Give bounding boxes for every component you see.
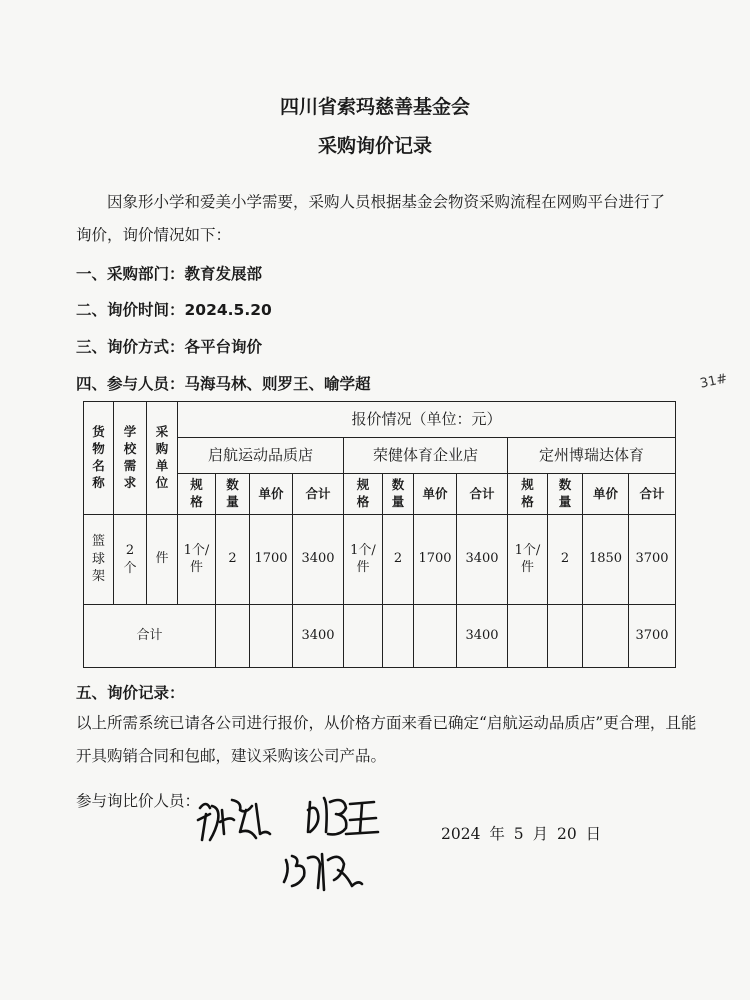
cell-goods: 篮球架 xyxy=(84,515,114,605)
header-quote-status: 报价情况（单位：元） xyxy=(178,402,676,438)
cell-need: 2个 xyxy=(114,515,147,605)
header-purchase-unit: 采购单位 xyxy=(147,402,178,515)
participants-label: 参与询比价人员： xyxy=(76,792,201,810)
item-inquiry-method: 三、询价方式：各平台询价 xyxy=(76,338,263,356)
cell-qty: 2 xyxy=(383,515,414,605)
supplier-name: 启航运动品质店 xyxy=(178,438,344,474)
signature-date: 2024 年 5 月 20 日 xyxy=(441,825,602,843)
subheader-total: 合计 xyxy=(457,474,508,515)
organization-title: 四川省索玛慈善基金会 xyxy=(279,96,470,118)
subheader-spec: 规格 xyxy=(178,474,216,515)
subheader-qty: 数量 xyxy=(383,474,414,515)
section5-heading: 五、询价记录： xyxy=(76,684,185,702)
cell-spec: 1个/件 xyxy=(344,515,383,605)
supplier-name: 定州博瑞达体育 xyxy=(508,438,676,474)
sum-label: 合计 xyxy=(84,605,216,668)
cell-price: 1850 xyxy=(583,515,629,605)
header-goods-name: 货物名称 xyxy=(84,402,114,515)
subheader-qty: 数量 xyxy=(548,474,583,515)
cell-spec: 1个/件 xyxy=(508,515,548,605)
header-school-need: 学校需求 xyxy=(114,402,147,515)
cell-qty: 2 xyxy=(216,515,250,605)
cell-qty: 2 xyxy=(548,515,583,605)
cell-unit: 件 xyxy=(147,515,178,605)
cell-total: 3700 xyxy=(629,515,676,605)
item-department: 一、采购部门：教育发展部 xyxy=(76,265,263,283)
sum-value: 3400 xyxy=(457,605,508,668)
subheader-price: 单价 xyxy=(250,474,293,515)
record-paragraph: 以上所需系统已请各公司进行报价，从价格方面来看已确定“启航运动品质店”更合理，且能开具购销合同和包邮，建议采购该公司产品。 xyxy=(76,714,697,765)
document-title: 采购询价记录 xyxy=(317,135,432,157)
supplier-name: 荣健体育企业店 xyxy=(344,438,508,474)
intro-paragraph: 因象形小学和爱美小学需要，采购人员根据基金会物资采购流程在网购平台进行了询价，询价情况如下： xyxy=(76,193,666,244)
subheader-spec: 规格 xyxy=(344,474,383,515)
item-participants: 四、参与人员：马海马林、则罗王、喻学超 xyxy=(76,375,371,393)
cell-spec: 1个/件 xyxy=(178,515,216,605)
quotation-table xyxy=(83,401,676,668)
cell-price: 1700 xyxy=(414,515,457,605)
subheader-total: 合计 xyxy=(293,474,344,515)
cell-total: 3400 xyxy=(457,515,508,605)
item-inquiry-time: 二、询价时间：2024.5.20 xyxy=(76,301,272,319)
sum-value: 3700 xyxy=(629,605,676,668)
sum-value: 3400 xyxy=(293,605,344,668)
subheader-price: 单价 xyxy=(414,474,457,515)
subheader-spec: 规格 xyxy=(508,474,548,515)
cell-total: 3400 xyxy=(293,515,344,605)
subheader-qty: 数量 xyxy=(216,474,250,515)
handwritten-margin-note: 31# xyxy=(698,371,729,392)
subheader-price: 单价 xyxy=(583,474,629,515)
cell-price: 1700 xyxy=(250,515,293,605)
handwritten-signatures xyxy=(190,780,420,900)
subheader-total: 合计 xyxy=(629,474,676,515)
